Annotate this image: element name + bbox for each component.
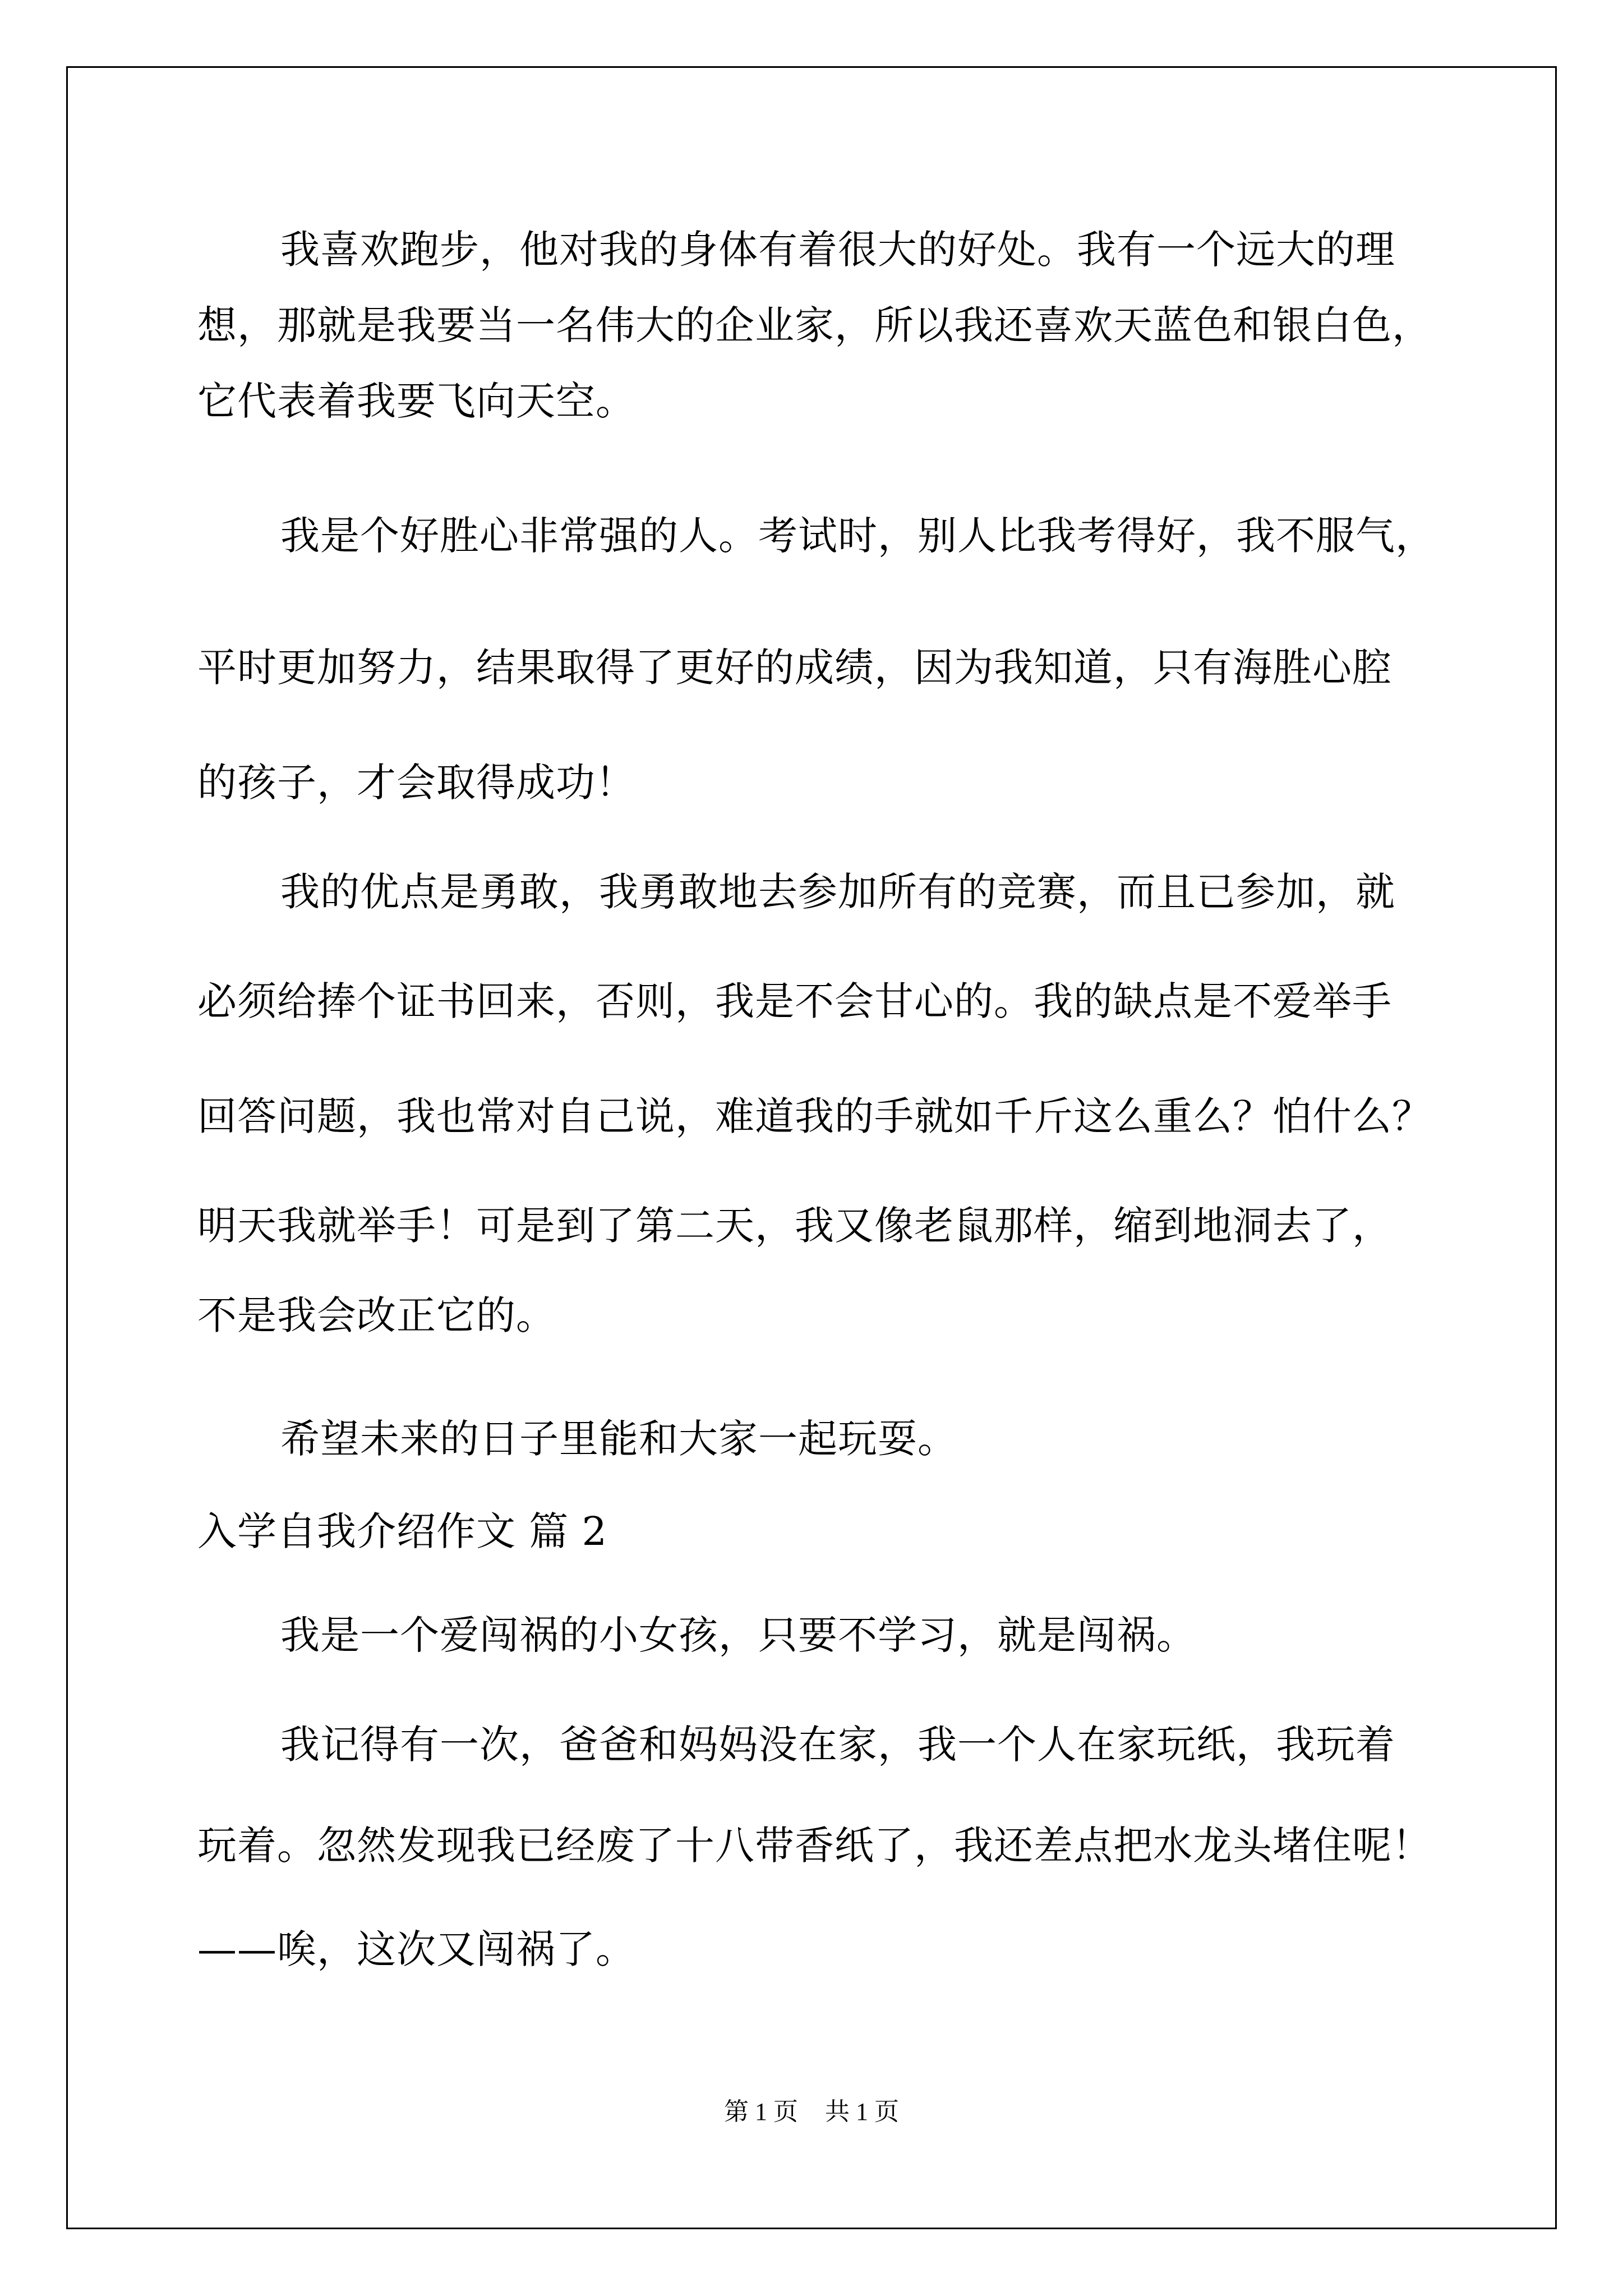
paragraph-line: 希望未来的日子里能和大家一起玩耍。 [280, 1416, 957, 1462]
paragraph-line: 我的优点是勇敢，我勇敢地去参加所有的竞赛，而且已参加，就 [280, 869, 1395, 915]
paragraph-line: 我记得有一次，爸爸和妈妈没在家，我一个人在家玩纸，我玩着 [280, 1722, 1395, 1768]
paragraph-line: ——唉，这次又闯祸了。 [197, 1926, 635, 1972]
section-heading: 入学自我介绍作文 篇 2 [197, 1508, 608, 1554]
paragraph-line: 必须给捧个证书回来，否则，我是不会甘心的。我的缺点是不爱举手 [197, 978, 1392, 1024]
paragraph-line: 我喜欢跑步，他对我的身体有着很大的好处。我有一个远大的理 [280, 227, 1395, 273]
paragraph-line: 我是个好胜心非常强的人。考试时，别人比我考得好，我不服气， [280, 513, 1435, 559]
paragraph-line: 回答问题，我也常对自己说，难道我的手就如千斤这么重么？怕什么？ [197, 1093, 1432, 1139]
paragraph-line: 明天我就举手！可是到了第二天，我又像老鼠那样，缩到地洞去了， [197, 1203, 1392, 1249]
paragraph-line: 平时更加努力，结果取得了更好的成绩，因为我知道，只有海胜心腔 [197, 645, 1392, 691]
page-number: 第 1 页 [724, 2098, 798, 2125]
paragraph-line: 玩着。忽然发现我已经废了十八带香纸了，我还差点把水龙头堵住呢！ [197, 1823, 1432, 1869]
paragraph-line: 的孩子，才会取得成功！ [197, 760, 635, 806]
paragraph-line: 想，那就是我要当一名伟大的企业家，所以我还喜欢天蓝色和银白色， [197, 302, 1432, 348]
paragraph-line: 不是我会改正它的。 [197, 1292, 556, 1338]
paragraph-line: 我是一个爱闯祸的小女孩，只要不学习，就是闯祸。 [280, 1612, 1196, 1658]
page-total: 共 1 页 [825, 2098, 899, 2125]
page-footer [0, 2095, 1623, 2129]
paragraph-line: 它代表着我要飞向天空。 [197, 378, 635, 424]
